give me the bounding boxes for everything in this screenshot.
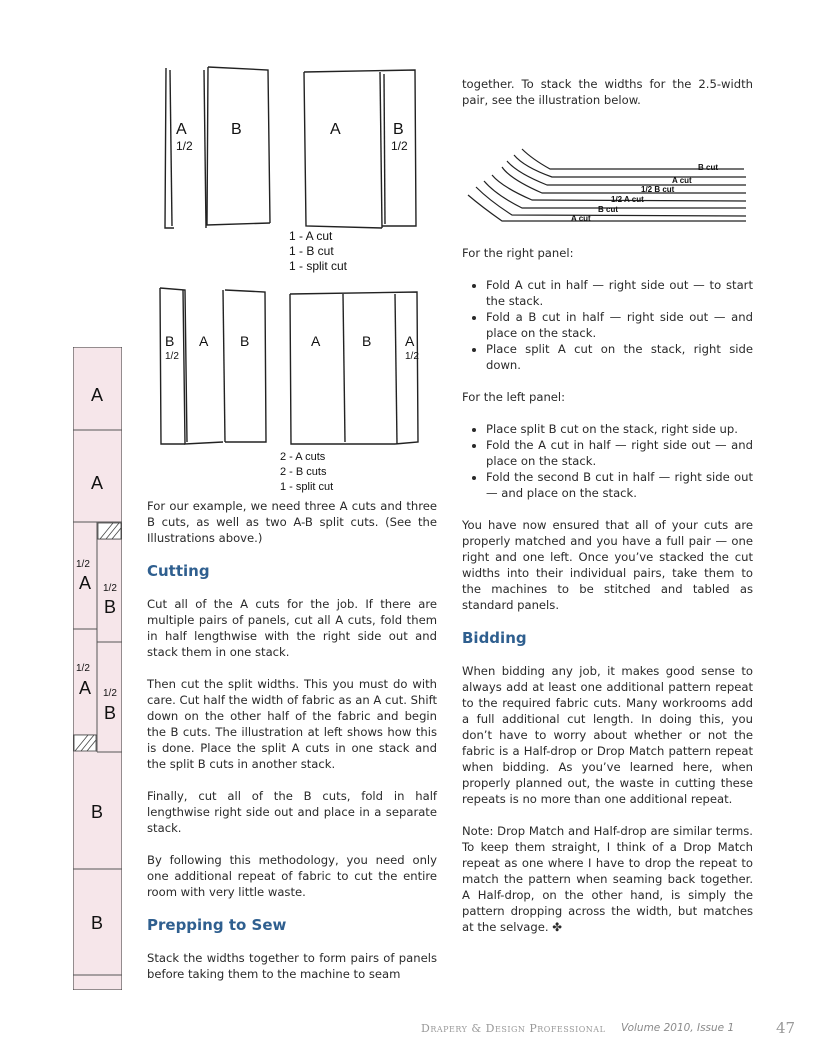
list-item: • Fold A cut in half — right side out — to start the stack. — [486, 277, 753, 309]
mid-left-half-label: 1/2 — [165, 351, 179, 362]
cutting-paragraph: Cut all of the A cuts for the job. If there are multiple pairs of panels, cut all A cuts, fold them in half lengthwise with the right side out and stack them in one stack. — [147, 597, 437, 659]
strip-b1-label: B — [104, 597, 117, 617]
top-left-half-label: 1/2 — [176, 139, 193, 153]
issue-label: Volume 2010, Issue 1 — [621, 1022, 735, 1034]
stack-label: B cut — [698, 163, 718, 172]
middle-panel-lines — [155, 282, 435, 452]
strip-half-a1-label: 1/2 — [76, 559, 90, 570]
ensured-paragraph: You have now ensured that all of your cuts are properly matched and you have a full pair — one right and one left. Once you’ve stacked the cut widths into their individual pairs, take them to the machines to be stitched and tabled as standard panels. — [462, 518, 753, 612]
caption-line: 1 - A cut — [289, 229, 333, 243]
stack-intro-paragraph: together. To stack the widths for the 2.5-width pair, see the illustration below. — [462, 77, 753, 107]
cutting-heading: Cutting — [147, 562, 210, 580]
strip-b3-label: B — [91, 802, 104, 822]
top-right-half-label: 1/2 — [391, 139, 408, 153]
strip-a4-label: A — [79, 678, 92, 698]
stack-label: 1/2 A cut — [611, 195, 644, 204]
bidding-heading: Bidding — [462, 629, 527, 647]
note-paragraph — [462, 823, 753, 935]
page-number: 47 — [776, 1019, 796, 1037]
mid-left-b1-label: B — [165, 333, 175, 349]
list-item: • Fold the second B cut in half — right side out — and place on the stack. — [486, 469, 753, 501]
caption-line: 1 - B cut — [289, 244, 334, 258]
stack-label: 1/2 B cut — [641, 185, 675, 194]
strip-b2-label: B — [104, 703, 117, 723]
stack-labels — [462, 145, 757, 225]
list-item: • Place split A cut on the stack, right side down. — [486, 341, 753, 373]
list-item: • Place split B cut on the stack, right side up. — [486, 421, 753, 437]
right-text-column — [462, 245, 753, 951]
stack-label: A cut — [672, 176, 692, 185]
mid-right-a2-label: A — [405, 333, 415, 349]
mid-right-b-label: B — [362, 333, 372, 349]
caption-line: 2 - A cuts — [280, 451, 326, 463]
left-panel-list — [462, 421, 753, 501]
caption-line: 1 - split cut — [280, 481, 334, 493]
right-panel-list — [462, 277, 753, 373]
strip-a2-label: A — [91, 473, 104, 493]
fabric-strip-diagram — [73, 347, 122, 990]
right-text-column-top — [462, 76, 753, 124]
stack-label: A cut — [571, 214, 591, 223]
caption-line: 2 - B cuts — [280, 466, 327, 478]
page-footer — [0, 1019, 816, 1039]
left-text-column — [147, 498, 437, 998]
strip-a1-label: A — [91, 385, 104, 405]
intro-paragraph: For our example, we need three A cuts and three B cuts, as well as two A-B split cuts. (See the Illustrations above.) — [147, 499, 437, 545]
bidding-paragraph: When bidding any job, it makes good sense to always add at least one additional pattern repeat to the required fabric cuts. Many workrooms add a full additional cut length. In doing this, you don’t have to worry about whether or not the fabric is a Half-drop or Drop Match pattern repeat when bidding. As you’ve learned here, when properly planned out, the waste in cutting these repeats is no more than one additional repeat. — [462, 664, 753, 806]
strip-b4-label: B — [91, 913, 104, 933]
list-item: • Fold a B cut in half — right side out — and place on the stack. — [486, 309, 753, 341]
stack-label: B cut — [598, 205, 618, 214]
top-right-b-label: B — [393, 121, 404, 138]
left-panel-intro: For the left panel: — [462, 390, 566, 404]
prepping-heading: Prepping to Sew — [147, 916, 287, 934]
strip-half-b1-label: 1/2 — [103, 583, 117, 594]
mid-right-a1-label: A — [311, 333, 321, 349]
mid-left-a-label: A — [199, 333, 209, 349]
end-mark-icon: ✤ — [552, 920, 562, 934]
note-text: Note: Drop Match and Half-drop are similar terms. To keep them straight, I think of a Drop Match repeat as one where I have to drop the repeat to match the pattern when seaming back together. A Half-drop, on the other hand, is simply the pattern dropping across the width, but matches at the selvage. — [462, 824, 753, 934]
publication-name: Drapery & Design Professional — [421, 1022, 606, 1035]
cutting-paragraph: Then cut the split widths. This you must do with care. Cut half the width of fabric as an A cut. Shift down on the other half of the fabric and begin the B cuts. The illustration at left shows how this is done. Place the split A cuts in one stack and the split B cuts in another stack. — [147, 677, 437, 771]
prepping-paragraph: Stack the widths together to form pairs of panels before taking them to the machine to seam — [147, 951, 437, 981]
mid-right-half-label: 1/2 — [405, 351, 419, 362]
right-panel-intro: For the right panel: — [462, 246, 574, 260]
middle-diagram-caption — [280, 450, 333, 495]
cutting-paragraph: Finally, cut all of the B cuts, fold in half lengthwise right side out and place in a separate stack. — [147, 789, 437, 835]
list-item: • Fold the A cut in half — right side out — and place on the stack. — [486, 437, 753, 469]
top-right-a-label: A — [330, 121, 341, 138]
strip-half-b2-label: 1/2 — [103, 688, 117, 699]
caption-line: 1 - split cut — [289, 259, 348, 273]
mid-left-b2-label: B — [240, 333, 250, 349]
top-left-b-label: B — [231, 121, 242, 138]
top-left-a-label: A — [176, 121, 187, 138]
top-diagram-caption — [289, 229, 347, 274]
cutting-paragraph: By following this methodology, you need only one additional repeat of fabric to cut the entire room with very little waste. — [147, 853, 437, 899]
strip-half-a2-label: 1/2 — [76, 663, 90, 674]
strip-a3-label: A — [79, 573, 92, 593]
